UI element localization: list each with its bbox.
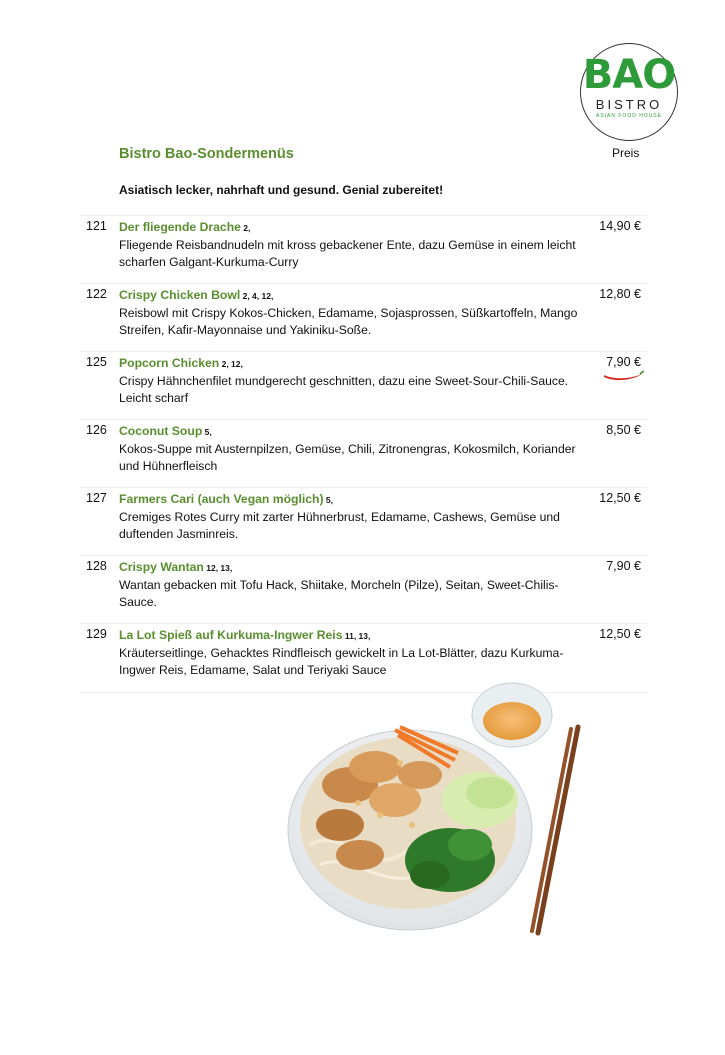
bao-bistro-logo <box>580 43 678 141</box>
item-description: Crispy Hähnchenfilet mundgerecht geschnitten, dazu eine Sweet-Sour-Chili-Sauce. Leicht scharf <box>119 374 569 405</box>
item-description: Wantan gebacken mit Tofu Hack, Shiitake, Morcheln (Pilze), Seitan, Sweet-Chilis-Sauce. <box>119 578 559 609</box>
logo-tagline: ASIAN FOOD HOUSE <box>595 113 662 119</box>
item-name: Der fliegende Drache <box>119 220 241 234</box>
item-allergens: 5, <box>202 427 212 437</box>
chopsticks <box>532 727 578 933</box>
item-number: 121 <box>86 219 107 233</box>
menu-item <box>80 487 647 556</box>
item-number: 128 <box>86 559 107 573</box>
item-name: Coconut Soup <box>119 424 203 438</box>
item-price: 7,90 € <box>606 355 641 369</box>
menu-item <box>80 419 647 488</box>
noodle-bowl-image <box>280 675 600 945</box>
item-description: Kräuterseitlinge, Gehacktes Rindfleisch gewickelt in La Lot-Blätter, dazu Kurkuma-Ingwer Reis, Edamame, Salat und Teriyaki Sauce <box>119 646 564 677</box>
menu-item <box>80 283 647 352</box>
item-description: Kokos-Suppe mit Austernpilzen, Gemüse, Chili, Zitronengras, Kokosmilch, Koriander und Hühnerfleisch <box>119 442 576 473</box>
item-allergens: 2, 12, <box>219 359 243 369</box>
item-allergens: 12, 13, <box>203 563 233 573</box>
item-number: 129 <box>86 627 107 641</box>
item-allergens: 2, 4, 12, <box>240 291 274 301</box>
item-number: 127 <box>86 491 107 505</box>
menu-item <box>80 351 647 420</box>
item-name: Crispy Wantan <box>119 560 204 574</box>
item-name: La Lot Spieß auf Kurkuma-Ingwer Reis <box>119 628 343 642</box>
item-description: Reisbowl mit Crispy Kokos-Chicken, Edamame, Sojasprossen, Süßkartoffeln, Mango Streifen, Kafir-Mayonnaise und Yakiniku-Soße. <box>119 306 578 337</box>
item-name: Farmers Cari (auch Vegan möglich) <box>119 492 324 506</box>
price-column-header: Preis <box>612 146 640 160</box>
chili-pepper-icon <box>602 370 644 382</box>
item-description: Cremiges Rotes Curry mit zarter Hühnerbrust, Edamame, Cashews, Gemüse und duftenden Jasminreis. <box>119 510 560 541</box>
item-name: Crispy Chicken Bowl <box>119 288 241 302</box>
sauce-dish <box>472 683 552 747</box>
item-price: 14,90 € <box>599 219 641 233</box>
item-number: 125 <box>86 355 107 369</box>
logo-main-text: BAO <box>582 52 676 98</box>
item-allergens: 2, <box>240 223 251 233</box>
item-price: 7,90 € <box>606 559 641 573</box>
item-allergens: 5, <box>323 495 333 505</box>
item-price: 12,80 € <box>599 287 641 301</box>
item-number: 126 <box>86 423 107 437</box>
menu-title: Bistro Bao-Sondermenüs <box>119 146 294 162</box>
item-number: 122 <box>86 287 107 301</box>
menu-item <box>80 555 647 624</box>
item-name: Popcorn Chicken <box>119 356 220 370</box>
item-price: 12,50 € <box>599 627 641 641</box>
menu-subtitle: Asiatisch lecker, nahrhaft und gesund. Genial zubereitet! <box>119 183 444 197</box>
logo-sub-text: BISTRO <box>595 97 663 112</box>
item-allergens: 11, 13, <box>342 631 371 641</box>
item-price: 8,50 € <box>606 423 641 437</box>
menu-item <box>80 215 647 284</box>
item-description: Fliegende Reisbandnudeln mit kross gebackener Ente, dazu Gemüse in einem leicht scharfen Galgant-Kurkuma-Curry <box>119 238 576 269</box>
bowl <box>288 727 532 930</box>
item-price: 12,50 € <box>599 491 641 505</box>
